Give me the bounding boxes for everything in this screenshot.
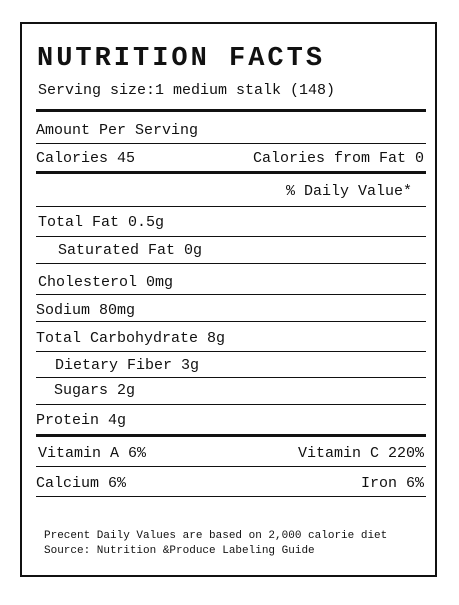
sugars: Sugars 2g xyxy=(54,382,136,399)
total-carbohydrate: Total Carbohydrate 8g xyxy=(36,330,226,347)
divider xyxy=(36,294,426,295)
divider xyxy=(36,236,426,237)
daily-value-header: % Daily Value* xyxy=(285,183,412,200)
vitamin-c: Vitamin C 220% xyxy=(297,445,424,462)
divider-thick xyxy=(36,171,426,174)
dietary-fiber: Dietary Fiber 3g xyxy=(55,357,200,374)
footnote-daily-values: Precent Daily Values are based on 2,000 calorie diet xyxy=(44,530,388,542)
saturated-fat: Saturated Fat 0g xyxy=(58,242,203,259)
amount-per-serving: Amount Per Serving xyxy=(36,122,199,139)
total-fat: Total Fat 0.5g xyxy=(38,214,165,231)
sodium: Sodium 80mg xyxy=(36,302,136,319)
divider xyxy=(36,321,426,322)
divider xyxy=(36,263,426,264)
divider xyxy=(36,496,426,497)
serving-size: Serving size:1 medium stalk (148) xyxy=(38,82,336,99)
calcium: Calcium 6% xyxy=(36,475,127,492)
divider xyxy=(36,143,426,144)
label-title: NUTRITION FACTS xyxy=(37,44,326,74)
protein: Protein 4g xyxy=(36,412,127,429)
divider xyxy=(36,404,426,405)
divider xyxy=(36,466,426,467)
cholesterol: Cholesterol 0mg xyxy=(38,274,174,291)
divider-thick xyxy=(36,109,426,112)
vitamin-a: Vitamin A 6% xyxy=(38,445,147,462)
divider xyxy=(36,377,426,378)
divider xyxy=(36,351,426,352)
footnote-source: Source: Nutrition &Produce Labeling Guide xyxy=(44,545,315,557)
calories: Calories 45 xyxy=(36,150,136,167)
calories-from-fat: Calories from Fat 0 xyxy=(252,150,424,167)
divider xyxy=(36,206,426,207)
iron: Iron 6% xyxy=(360,475,424,492)
divider-thick xyxy=(36,434,426,437)
nutrition-label xyxy=(20,22,437,577)
